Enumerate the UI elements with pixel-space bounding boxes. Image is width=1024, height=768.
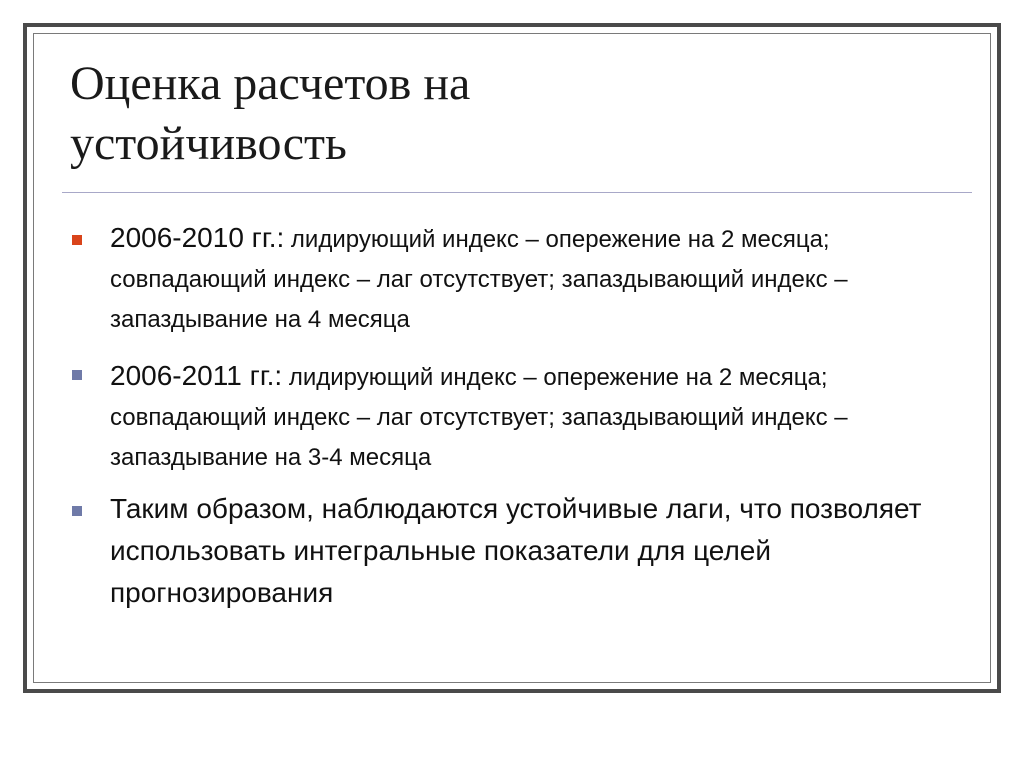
bullet-text: Таким образом, наблюдаются устойчивые лаги, что позволяет использовать интегральные показатели для целей прогнозирования — [110, 493, 922, 608]
title-divider — [62, 192, 972, 193]
bullet-text: лидирующий индекс – опережение на 2 месяца; совпадающий индекс – лаг отсутствует; запаздывающий индекс – запаздывание на 3-4 месяца — [110, 364, 848, 471]
square-bullet-icon — [72, 506, 82, 516]
slide-title-line-1: Оценка расчетов на — [70, 57, 471, 110]
square-bullet-icon — [72, 235, 82, 245]
bullet-text: лидирующий индекс – опережение на 2 месяца; совпадающий индекс – лаг отсутствует; запаздывающий индекс – запаздывание на 4 месяца — [110, 226, 848, 333]
slide-title — [70, 54, 970, 174]
bullet-item-2006-2011 — [62, 356, 962, 478]
bullet-period-label: 2006-2011 гг.: — [110, 360, 283, 391]
bullet-item-2006-2010 — [62, 218, 962, 340]
square-bullet-icon — [72, 370, 82, 380]
bullet-list — [62, 218, 962, 614]
bullet-item-conclusion — [62, 488, 962, 614]
slide-title-line-2: устойчивость — [70, 117, 347, 170]
bullet-period-label: 2006-2010 гг.: — [110, 222, 285, 253]
